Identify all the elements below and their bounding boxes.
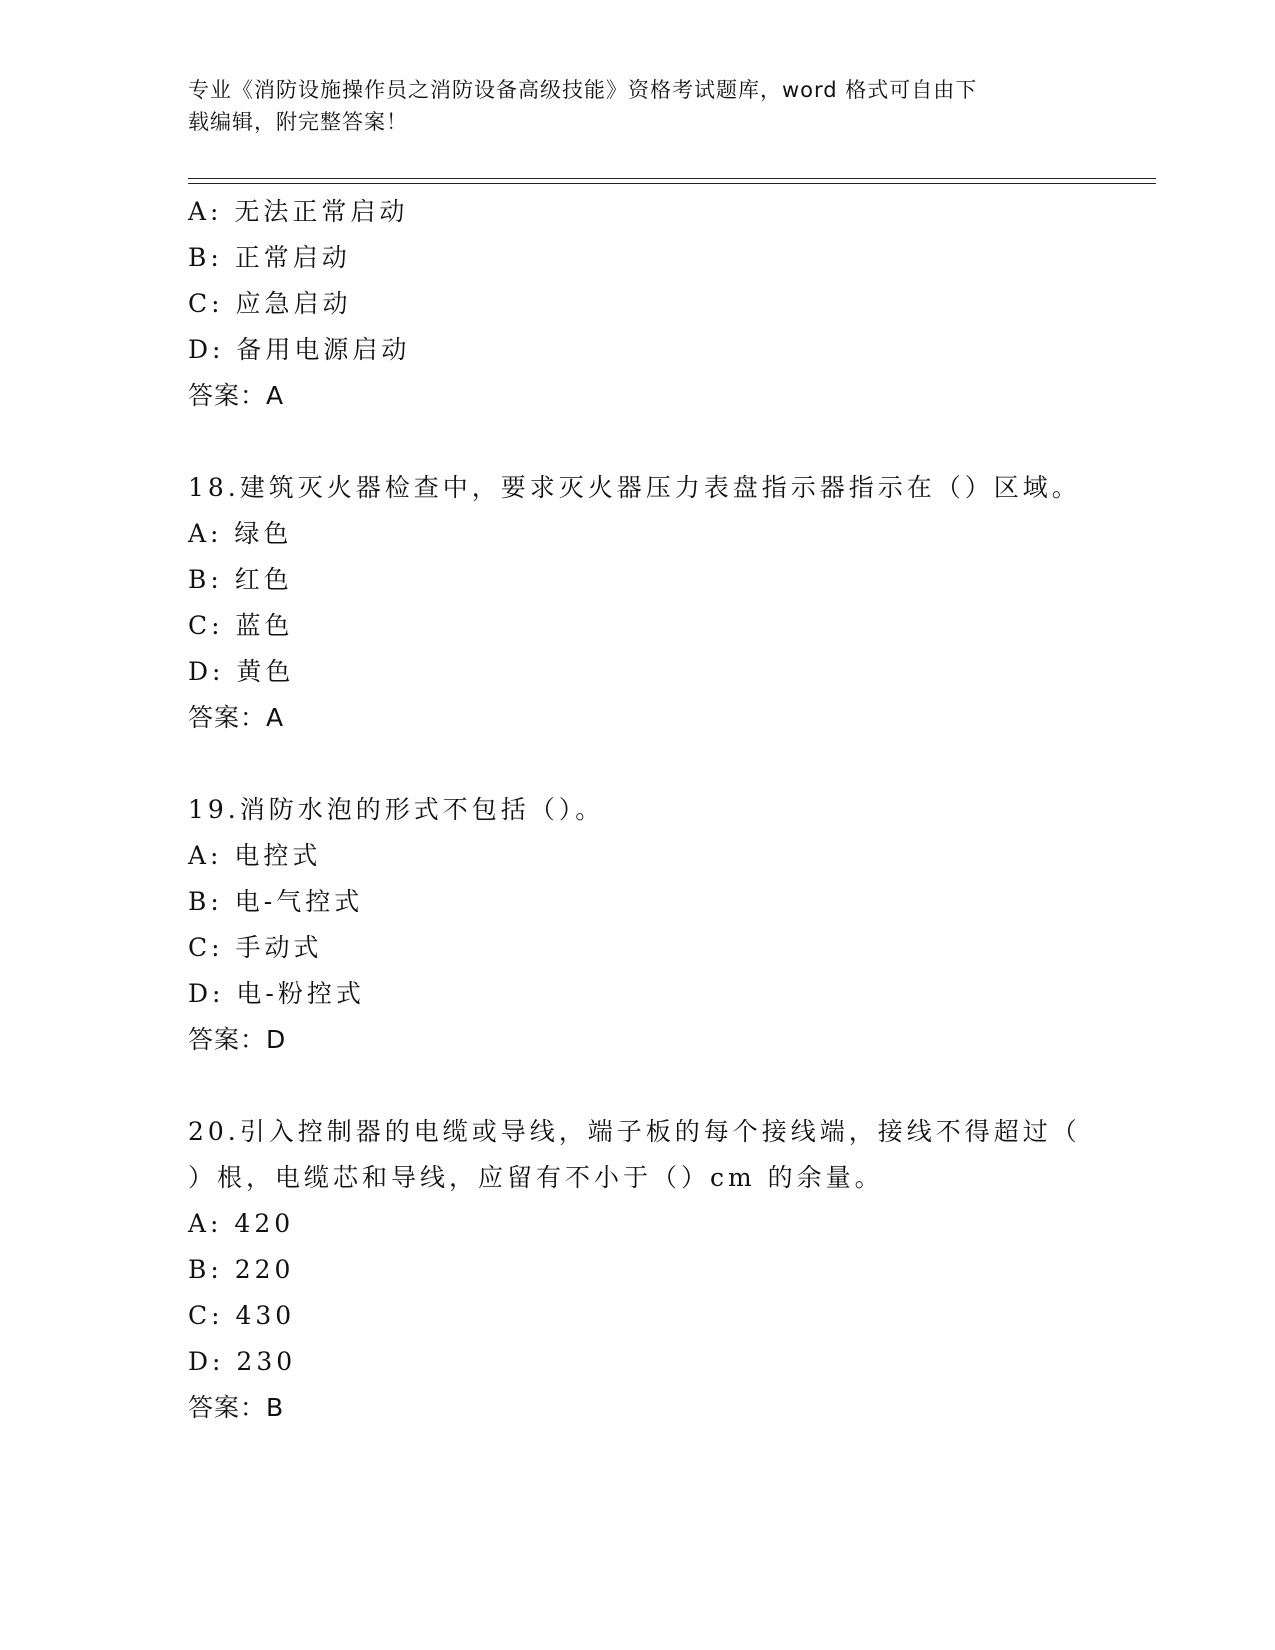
- option-d: D: 备用电源启动: [188, 335, 411, 364]
- answer: 答案：D: [188, 1025, 287, 1054]
- option-a: A: 无法正常启动: [188, 197, 409, 226]
- header-divider-bottom: [188, 183, 1156, 184]
- option-b: B: 电-气控式: [188, 887, 364, 916]
- option-a: A: 电控式: [188, 841, 322, 870]
- spacer: [188, 419, 1088, 465]
- option-b: B: 正常启动: [188, 243, 351, 272]
- answer: 答案：A: [188, 703, 285, 732]
- option-a: A: 420: [188, 1209, 295, 1238]
- header-line-2: 载编辑，附完整答案！: [188, 110, 408, 134]
- option-d: D: 电-粉控式: [188, 979, 365, 1008]
- answer: 答案：A: [188, 381, 285, 410]
- option-d: D: 230: [188, 1347, 297, 1376]
- header-divider-top: [188, 178, 1156, 179]
- option-a: A: 绿色: [188, 519, 293, 548]
- spacer: [188, 1063, 1088, 1109]
- document-header: [188, 74, 1068, 138]
- question-text: 18.建筑灭火器检查中，要求灭火器压力表盘指示器指示在（）区域。: [188, 473, 1081, 502]
- option-c: C: 手动式: [188, 933, 323, 962]
- header-line-1: 专业《消防设施操作员之消防设备高级技能》资格考试题库，word 格式可自由下: [188, 78, 978, 102]
- option-c: C: 蓝色: [188, 611, 294, 640]
- option-d: D: 黄色: [188, 657, 295, 686]
- question-17: [188, 189, 1088, 419]
- question-text-line-1: 20.引入控制器的电缆或导线，端子板的每个接线端，接线不得超过（: [188, 1117, 1081, 1146]
- question-20: [188, 1109, 1088, 1431]
- answer: 答案：B: [188, 1393, 285, 1422]
- spacer: [188, 741, 1088, 787]
- question-text: 19.消防水泡的形式不包括（）。: [188, 795, 605, 824]
- option-c: C: 应急启动: [188, 289, 352, 318]
- question-text-line-2: ）根，电缆芯和导线，应留有不小于（）cm 的余量。: [188, 1163, 884, 1192]
- question-19: [188, 787, 1088, 1063]
- option-c: C: 430: [188, 1301, 296, 1330]
- option-b: B: 红色: [188, 565, 293, 594]
- question-list: [188, 189, 1088, 1431]
- question-18: [188, 465, 1088, 741]
- option-b: B: 220: [188, 1255, 295, 1284]
